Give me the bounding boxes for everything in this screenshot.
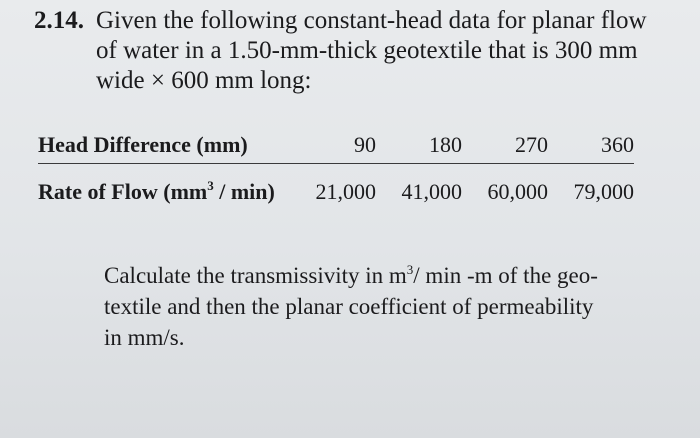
problem-line-1 [34,6,674,36]
problem-statement [34,6,674,96]
problem-number: 2.14. [34,7,84,34]
flow-value: 41,000 [401,179,462,204]
rate-of-flow-label: Rate of Flow $(mm^3 / \min)$ [38,178,275,204]
head-value: 270 [462,127,548,164]
problem-text-line-1: Given the following constant-head data for planar flow [96,7,647,34]
head-value: 180 [376,127,462,164]
question-line-3: in mm/s. [104,325,185,350]
flow-value: 60,000 [487,179,548,204]
head-value: 360 [548,127,634,164]
problem-text-line-3: wide × 600 mm long: [96,67,312,94]
flow-value: 21,000 [315,179,376,204]
question-line-1: Calculate the transmissivity in $m^3/$ min -m of the geo- [104,262,598,288]
superscript-three: 3 [207,178,214,193]
rate-of-flow-row [38,164,634,221]
question-line-2: textile and then the planar coefficient of permeability [104,294,594,319]
question-text [104,260,644,353]
data-table [38,127,634,220]
problem-text-line-2: of water in a 1.50-mm-thick geotextile that is 300 mm [96,37,638,64]
superscript-three: 3 [406,262,414,277]
head-value: 90 [314,127,376,164]
flow-value: 79,000 [573,179,634,204]
head-difference-row [38,127,634,164]
head-difference-label: Head Difference (mm) [38,127,314,164]
